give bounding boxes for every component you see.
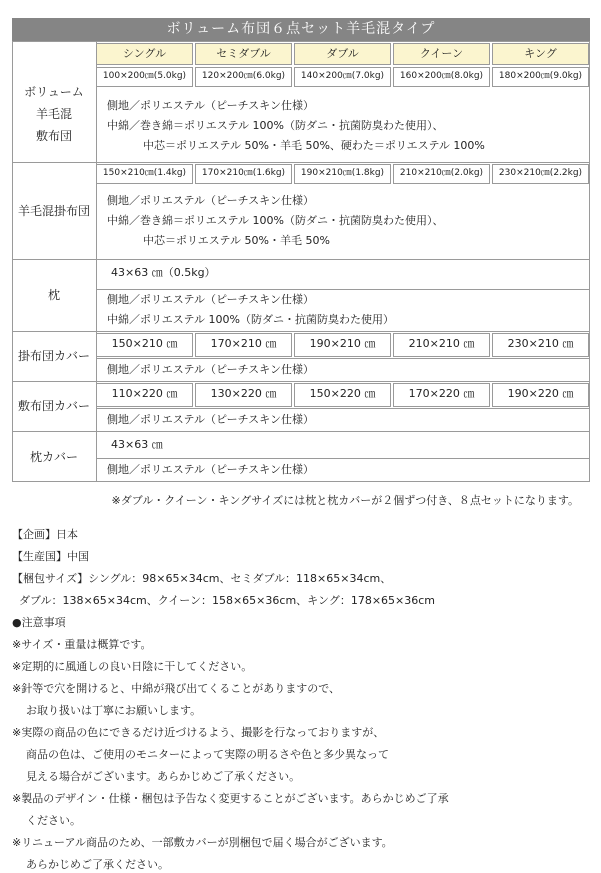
row-label-line: 枕カバー [29, 449, 78, 464]
row-divider [12, 331, 590, 332]
size-cell: 180×200㎝(9.0kg) [492, 67, 589, 87]
subrow-divider [96, 408, 590, 409]
material-line: 中芯＝ポリエステル 50%・羊毛 50%、硬わた＝ポリエステル 100% [143, 139, 485, 152]
info-line: 商品の色は、ご使用のモニターによって実際の明るさや色と多少異なって [12, 748, 389, 761]
row-divider [12, 259, 590, 260]
info-line: 【梱包サイズ】シングル：98×65×34cm、セミダブル：118×65×34cm、 [12, 572, 392, 585]
info-line: 【生産国】中国 [12, 550, 89, 563]
row-label-pillow [12, 259, 96, 331]
size-cell: 140×200㎝(7.0kg) [294, 67, 391, 87]
size-cell: 120×200㎝(6.0kg) [195, 67, 292, 87]
material-line: 側地／ポリエステル（ピーチスキン仕様） [107, 463, 315, 476]
size-cell: 150×210 ㎝ [96, 333, 193, 357]
row-label-line: 羊毛混 [35, 106, 72, 121]
table-title: ボリューム布団６点セット羊毛混タイプ [12, 18, 590, 41]
pillow-cover-size: 43×63 ㎝ [111, 438, 163, 451]
size-cell: 170×210㎝(1.6kg) [195, 164, 292, 184]
size-cell: 100×200㎝(5.0kg) [96, 67, 193, 87]
header-semi-double: セミダブル [195, 43, 292, 65]
row-divider [12, 431, 590, 432]
material-line: 中綿／巻き綿＝ポリエステル 100%（防ダニ・抗菌防臭わた使用）、 [107, 214, 444, 227]
header-single: シングル [96, 43, 193, 65]
size-cell: 210×210㎝(2.0kg) [393, 164, 490, 184]
material-line: 中綿／巻き綿＝ポリエステル 100%（防ダニ・抗菌防臭わた使用）、 [107, 119, 444, 132]
row-label-line: ボリューム [24, 84, 84, 99]
header-king: キング [492, 43, 589, 65]
info-line: ダブル：138×65×34cm、クイーン：158×65×36cm、キング：178×65×36cm [12, 594, 436, 607]
size-cell: 150×220 ㎝ [294, 383, 391, 407]
info-line: お取り扱いは丁寧にお願いします。 [12, 704, 202, 717]
info-line: ※実際の商品の色にできるだけ近づけるよう、撮影を行なっておりますが、 [12, 726, 385, 739]
subrow-divider [96, 458, 590, 459]
row-label-comforter-cover [12, 331, 96, 381]
row-label-line: 掛布団カバー [17, 349, 90, 363]
row-label-mattress [12, 65, 96, 162]
label-column-divider [96, 41, 97, 482]
size-cell: 150×210㎝(1.4kg) [96, 164, 193, 184]
row-label-line: 敷布団カバー [17, 399, 90, 413]
pillow-size: 43×63 ㎝（0.5kg） [111, 266, 216, 279]
info-line: ※針等で穴を開けると、中綿が飛び出てくることがありますので、 [12, 682, 340, 695]
info-line: あらかじめご了承ください。 [12, 858, 169, 871]
row-label-mattress-cover [12, 381, 96, 431]
row-divider [12, 381, 590, 382]
set-footnote: ※ダブル・クイーン・キングサイズには枕と枕カバーが２個ずつ付き、８点セットになります。 [111, 494, 579, 507]
row-label-line: 敷布団 [35, 128, 72, 143]
subrow-divider [96, 289, 590, 290]
material-line: 中綿／ポリエステル 100%（防ダニ・抗菌防臭わた使用） [107, 313, 394, 326]
size-cell: 190×210㎝(1.8kg) [294, 164, 391, 184]
info-line: ※製品のデザイン・仕様・梱包は予告なく変更することがございます。あらかじめご了承 [12, 792, 449, 805]
material-line: 側地／ポリエステル（ピーチスキン仕様） [107, 413, 315, 426]
row-label-line: 羊毛混掛布団 [17, 203, 90, 218]
material-line: 側地／ポリエステル（ピーチスキン仕様） [107, 194, 315, 207]
size-cell: 170×210 ㎝ [195, 333, 292, 357]
info-line: ※定期的に風通しの良い日陰に干してください。 [12, 660, 253, 673]
material-line: 側地／ポリエステル（ピーチスキン仕様） [107, 363, 315, 376]
size-cell: 190×210 ㎝ [294, 333, 391, 357]
material-line: 側地／ポリエステル（ピーチスキン仕様） [107, 293, 315, 306]
size-cell: 110×220 ㎝ [96, 383, 193, 407]
info-line: ※リニューアル商品のため、一部敷カバーが別梱包で届く場合がございます。 [12, 836, 393, 849]
row-label-comforter [12, 162, 96, 259]
row-label-line: 枕 [47, 288, 60, 302]
size-cell: 160×200㎝(8.0kg) [393, 67, 490, 87]
header-double: ダブル [294, 43, 391, 65]
info-heading: ●注意事項 [12, 616, 66, 629]
material-line: 中芯＝ポリエステル 50%・羊毛 50% [143, 234, 330, 247]
size-cell: 190×220 ㎝ [492, 383, 589, 407]
size-cell: 210×210 ㎝ [393, 333, 490, 357]
info-line: ※サイズ・重量は概算です。 [12, 638, 152, 651]
row-label-pillow-cover [12, 431, 96, 482]
size-cell: 230×210 ㎝ [492, 333, 589, 357]
subrow-divider [96, 358, 590, 359]
info-line: ください。 [12, 814, 81, 827]
material-line: 側地／ポリエステル（ピーチスキン仕様） [107, 99, 315, 112]
info-line: 見える場合がございます。あらかじめご了承ください。 [12, 770, 301, 783]
size-cell: 130×220 ㎝ [195, 383, 292, 407]
size-cell: 170×220 ㎝ [393, 383, 490, 407]
header-queen: クイーン [393, 43, 490, 65]
info-line: 【企画】日本 [12, 528, 78, 541]
row-divider [12, 162, 590, 163]
size-cell: 230×210㎝(2.2kg) [492, 164, 589, 184]
